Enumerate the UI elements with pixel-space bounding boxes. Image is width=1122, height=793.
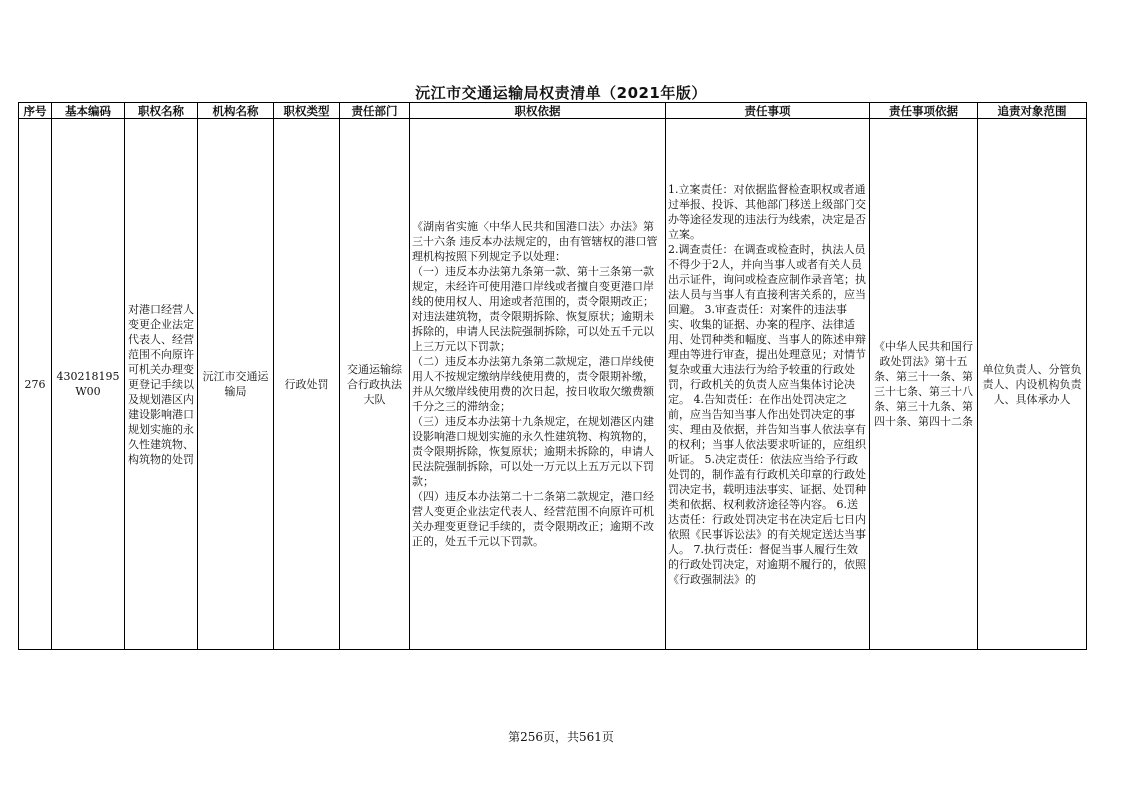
header-basis: 职权依据	[410, 103, 666, 119]
cell-basis	[410, 119, 666, 650]
cell-accountability: 单位负责人、分管负责人、内设机构负责人、具体承办人	[978, 119, 1087, 650]
table-row	[19, 119, 1087, 650]
header-row	[19, 103, 1087, 119]
header-power-type: 职权类型	[274, 103, 340, 119]
header-resp-basis: 责任事项依据	[870, 103, 978, 119]
page-title: 沅江市交通运输局权责清单（2021年版）	[415, 84, 707, 102]
header-agency: 机构名称	[198, 103, 274, 119]
cell-resp-basis: 《中华人民共和国行政处罚法》第十五条、第三十一条、第三十七条、第三十八条、第三十九条、第四十条、第四十二条	[870, 119, 978, 650]
cell-code: 430218195W00	[52, 119, 125, 650]
header-index: 序号	[19, 103, 52, 119]
header-accountability: 追责对象范围	[978, 103, 1087, 119]
cell-index: 276	[19, 119, 52, 650]
header-power-name: 职权名称	[125, 103, 198, 119]
cell-power-type: 行政处罚	[274, 119, 340, 650]
header-department: 责任部门	[340, 103, 410, 119]
power-list-table	[18, 102, 1087, 650]
cell-responsibilities: 1.立案责任：对依据监督检查职权或者通过举报、投诉、其他部门移送上级部门交办等途径发现的违法行为线索，决定是否立案。 2.调查责任：在调查或检查时，执法人员不得少于2人，并向当事人或者有关人员出示证件，询问或检查应制作录音笔；执法人员与当事人有直接利害关系的，应当回避。 3.审查责任：对案件的违法事实、收集的证据、办案的程序、法律适用、处罚种类和幅度、当事人的陈述申辩理由等进行审查，提出处理意见；对情节复杂或重大违法行为给予较重的行政处罚，行政机关的负责人应当集体讨论决定。 4.告知责任：在作出处罚决定之前，应当告知当事人作出处罚决定的事实、理由及依据，并告知当事人依法享有的权利；当事人依法要求听证的，应组织听证。 5.决定责任：依法应当给予行政处罚的，制作盖有行政机关印章的行政处罚决定书，载明违法事实、证据、处罚种类和依据、权利救济途径等内容。 6.送达责任：行政处罚决定书在决定后七日内依照《民事诉讼法》的有关规定送达当事人。 7.执行责任：督促当事人履行生效的行政处罚决定，对逾期不履行的，依照《行政强制法》的	[666, 119, 870, 650]
cell-department: 交通运输综合行政执法大队	[340, 119, 410, 650]
header-responsibilities: 责任事项	[666, 103, 870, 119]
page-footer: 第256页，共561页	[508, 730, 614, 744]
basis-text: 《湖南省实施〈中华人民共和国港口法〉办法》第三十六条 违反本办法规定的，由有管辖权的港口管理机构按照下列规定予以处理： （一）违反本办法第九条第一款、第十三条第一款规定，未经许可使用港口岸线或者擅自变更港口岸线的使用权人、用途或者范围的，责令限期改正；对违法建筑物，责令限期拆除、恢复原状；逾期未拆除的，申请人民法院强制拆除，可以处五千元以上三万元以下罚款； （二）违反本办法第九条第二款规定，港口岸线使用人不按规定缴纳岸线使用费的，责令限期补缴，并从欠缴岸线使用费的次日起，按日收取欠缴费额千分之三的滞纳金； （三）违反本办法第十九条规定，在规划港区内建设影响港口规划实施的永久性建筑物、构筑物的，责令限期拆除，恢复原状；逾期未拆除的，申请人民法院强制拆除，可以处一万元以上五万元以下罚款； （四）违反本办法第二十二条第二款规定，港口经营人变更企业法定代表人、经营范围不向原许可机关办理变更登记手续的，责令限期改正；逾期不改正的，处五千元以下罚款。	[412, 220, 658, 548]
cell-agency: 沅江市交通运输局	[198, 119, 274, 650]
header-code: 基本编码	[52, 103, 125, 119]
cell-power-name: 对港口经营人变更企业法定代表人、经营范围不向原许可机关办理变更登记手续以及规划港区内建设影响港口规划实施的永久性建筑物、构筑物的处罚	[125, 119, 198, 650]
